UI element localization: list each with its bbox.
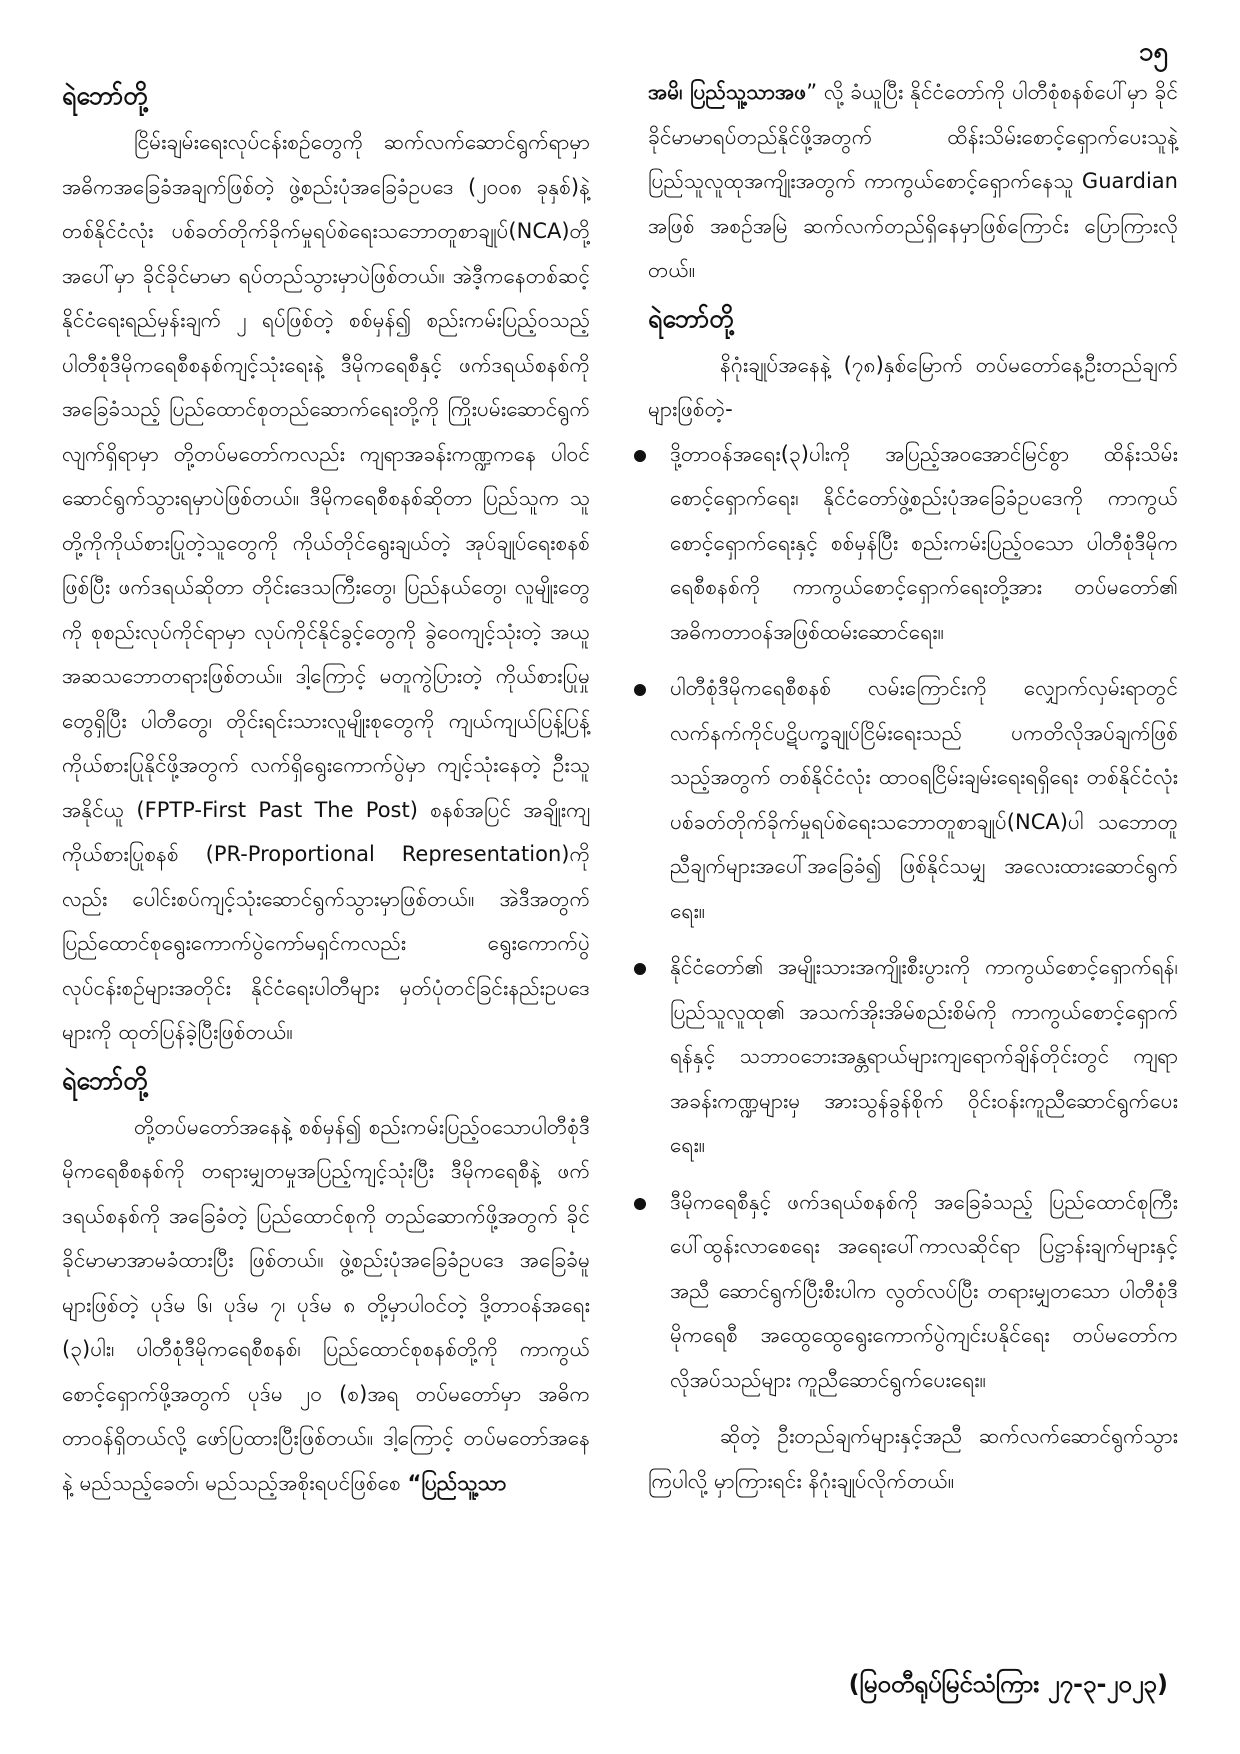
objective-item	[648, 666, 1178, 933]
page-number: ၁၅	[1138, 37, 1168, 67]
section-heading: ရဲဘော်တို့	[62, 81, 148, 110]
bullet-icon	[634, 1198, 646, 1210]
closing-paragraph: ဆိုတဲ့ ဦးတည်ချက်များနှင့်အညီ ဆက်လက်ဆောင်ရွက်သွားကြပါလို့ မှာကြားရင်း နိဂုံးချုပ်လိုက်တယ်။	[648, 1424, 1178, 1493]
section-heading: ရဲဘော်တို့	[648, 303, 734, 333]
left-column	[62, 70, 590, 1505]
right-column	[648, 70, 1178, 1503]
objective-text: နိုင်ငံတော်၏ အမျိုးသားအကျိုးစီးပွားကို ကာကွယ်စောင့်ရှောက်ရန်၊ ပြည်သူလူထု၏ အသက်အိုးအိမ်စည်းစိမ်ကို ကာကွယ်စောင့်ရှောက်ရန်နှင့် သဘာဝဘေးအန္တရာယ်များကျရောက်ချိန်တိုင်းတွင် ကျရာအခန်းကဏ္ဍများမှ အားသွန်ခွန်စိုက် ဝိုင်းဝန်းကူညီဆောင်ရွက်ပေးရေး။	[670, 955, 1178, 1157]
source-attribution: (မြဝတီရုပ်မြင်သံကြား ၂၇-၃-၂၀၂၃)	[848, 1670, 1168, 1698]
objective-text: ဒို့တာဝန်အရေး(၃)ပါးကို အပြည့်အဝအောင်မြင်စွာ ထိန်းသိမ်းစောင့်ရှောက်ရေး၊ နိုင်ငံတော်ဖွဲ့စည်းပုံအခြေခံဥပဒေကို ကာကွယ်စောင့်ရှောက်ရေးနှင့် စစ်မှန်ပြီး စည်းကမ်းပြည့်ဝသော ပါတီစုံဒီမိုကရေစီစနစ်ကို ကာကွယ်စောင့်ရှောက်ရေးတို့အား တပ်မတော်၏ အဓိကတာဝန်အဖြစ်ထမ်းဆောင်ရေး။	[670, 441, 1178, 644]
body-paragraph: နိဂုံးချုပ်အနေနဲ့ (၇၈)နှစ်မြောက် တပ်မတော်နေ့ဦးတည်ချက်များဖြစ်တဲ့-	[648, 352, 1178, 421]
body-paragraph: ငြိမ်းချမ်းရေးလုပ်ငန်းစဉ်တွေကို ဆက်လက်ဆောင်ရွက်ရာမှာ အဓိကအခြေခံအချက်ဖြစ်တဲ့ ဖွဲ့စည်းပုံအခြေခံဥပဒေ (၂၀၀၈ ခုနှစ်)နဲ့ တစ်နိုင်ငံလုံး ပစ်ခတ်တိုက်ခိုက်မှုရပ်စဲရေးသဘောတူစာချုပ်(NCA)တို့အပေါ်မှာ ခိုင်ခိုင်မာမာ ရပ်တည်သွားမှာပဲဖြစ်တယ်။ အဲဒီ့ကနေတစ်ဆင့် နိုင်ငံရေးရည်မှန်းချက် ၂ ရပ်ဖြစ်တဲ့ စစ်မှန်၍ စည်းကမ်းပြည့်ဝသည့် ပါတီစုံဒီမိုကရေစီစနစ်ကျင့်သုံးရေးနဲ့ ဒီမိုကရေစီနှင့် ဖက်ဒရယ်စနစ်ကို အခြေခံသည့် ပြည်ထောင်စုတည်ဆောက်ရေးတို့ကို ကြိုးပမ်းဆောင်ရွက်လျက်ရှိရာမှာ တို့တပ်မတော်ကလည်း ကျရာအခန်းကဏ္ဍကနေ ပါဝင်ဆောင်ရွက်သွားရမှာပဲဖြစ်တယ်။ ဒီမိုကရေစီစနစ်ဆိုတာ ပြည်သူက သူတို့ကိုကိုယ်စားပြုတဲ့သူတွေကို ကိုယ်တိုင်ရွေးချယ်တဲ့ အုပ်ချုပ်ရေးစနစ်ဖြစ်ပြီး ဖက်ဒရယ်ဆိုတာ တိုင်းဒေသကြီးတွေ၊ ပြည်နယ်တွေ၊ လူမျိုးတွေကို စုစည်းလုပ်ကိုင်ရာမှာ လုပ်ကိုင်နိုင်ခွင့်တွေကို ခွဲဝေကျင့်သုံးတဲ့ အယူအဆသဘောတရားဖြစ်တယ်။ ဒါ့ကြောင့် မတူကွဲပြားတဲ့ ကိုယ်စားပြုမှုတွေရှိပြီး ပါတီတွေ၊ တိုင်းရင်းသားလူမျိုးစုတွေကို ကျယ်ကျယ်ပြန့်ပြန့် ကိုယ်စားပြုနိုင်ဖို့အတွက် လက်ရှိရွေးကောက်ပွဲမှာ ကျင့်သုံးနေတဲ့ ဦးသူအနိုင်ယူ (FPTP-First Past The Post) စနစ်အပြင် အချိုးကျကိုယ်စားပြုစနစ် (PR-Proportional Representation)ကိုလည်း ပေါင်းစပ်ကျင့်သုံးဆောင်ရွက်သွားမှာဖြစ်တယ်။ အဲဒီအတွက် ပြည်ထောင်စုရွေးကောက်ပွဲကော်မရှင်ကလည်း ရွေးကောက်ပွဲလုပ်ငန်းစဉ်များအတိုင်း နိုင်ငံရေးပါတီများ မှတ်ပုံတင်ခြင်းနည်းဥပဒေများကို ထုတ်ပြန်ခဲ့ပြီးဖြစ်တယ်။	[62, 130, 590, 1044]
bold-phrase: အမိ၊ ပြည်သူ့သာအဖ	[648, 80, 807, 104]
bullet-icon	[634, 450, 646, 462]
objective-text: ပါတီစုံဒီမိုကရေစီစနစ် လမ်းကြောင်းကို လျှောက်လှမ်းရာတွင် လက်နက်ကိုင်ပဋိပက္ခချုပ်ငြိမ်းရေးသည် ပကတိလိုအပ်ချက်ဖြစ်သည့်အတွက် တစ်နိုင်ငံလုံး ထာဝရငြိမ်းချမ်းရေးရရှိရေး တစ်နိုင်ငံလုံးပစ်ခတ်တိုက်ခိုက်မှုရပ်စဲရေးသဘောတူစာချုပ်(NCA)ပါ သဘောတူညီချက်များအပေါ်အခြေခံ၍ ဖြစ်နိုင်သမျှ အလေးထားဆောင်ရွက်ရေး။	[670, 676, 1178, 923]
body-paragraph	[648, 70, 1178, 293]
objective-text: ဒီမိုကရေစီနှင့် ဖက်ဒရယ်စနစ်ကို အခြေခံသည့် ပြည်ထောင်စုကြီး ပေါ်ထွန်းလာစေရေး အရေးပေါ်ကာလဆိုင်ရာ ပြဋ္ဌာန်းချက်များနှင့်အညီ ဆောင်ရွက်ပြီးစီးပါက လွတ်လပ်ပြီး တရားမျှတသော ပါတီစုံဒီမိုကရေစီ အထွေထွေရွေးကောက်ပွဲကျင်းပနိုင်ရေး တပ်မတော်က လိုအပ်သည်များ ကူညီဆောင်ရွက်ပေးရေး။	[670, 1189, 1178, 1392]
bullet-icon	[634, 684, 646, 696]
section-heading: ရဲဘော်တို့	[62, 1065, 148, 1095]
bold-phrase: “ပြည်သူ့သာ	[407, 1470, 507, 1495]
objective-item	[648, 945, 1178, 1168]
paragraph-text: ” လို့ ခံယူပြီး နိုင်ငံတော်ကို ပါတီစုံစနစ်ပေါ်မှာ ခိုင်ခိုင်မာမာရပ်တည်နိုင်ဖို့အတွက် ထိန်းသိမ်းစောင့်ရှောက်ပေးသူနဲ့ ပြည်သူလူထုအကျိုးအတွက် ကာကွယ်စောင့်ရှောက်နေသူ Guardian အဖြစ် အစဉ်အမြဲ ဆက်လက်တည်ရှိနေမှာဖြစ်ကြောင်း ပြောကြားလိုတယ်။	[648, 80, 1178, 282]
body-paragraph	[62, 1105, 590, 1506]
bullet-icon	[634, 963, 646, 975]
paragraph-text: တို့တပ်မတော်အနေနဲ့ စစ်မှန်၍ စည်းကမ်းပြည့်ဝသောပါတီစုံဒီမိုကရေစီစနစ်ကို တရားမျှတမှုအပြည့်ကျင့်သုံးပြီး ဒီမိုကရေစီနဲ့ ဖက်ဒရယ်စနစ်ကို အခြေခံတဲ့ ပြည်ထောင်စုကို တည်ဆောက်ဖို့အတွက် ခိုင်ခိုင်မာမာအာမခံထားပြီး ဖြစ်တယ်။ ဖွဲ့စည်းပုံအခြေခံဥပဒေ အခြေခံမူများဖြစ်တဲ့ ပုဒ်မ ၆၊ ပုဒ်မ ၇၊ ပုဒ်မ ၈ တို့မှာပါဝင်တဲ့ ဒို့တာဝန်အရေး (၃)ပါး၊ ပါတီစုံဒီမိုကရေစီစနစ်၊ ပြည်ထောင်စုစနစ်တို့ကို ကာကွယ်စောင့်ရှောက်ဖို့အတွက် ပုဒ်မ ၂၀ (စ)အရ တပ်မတော်မှာ အဓိကတာဝန်ရှိတယ်လို့ ဖော်ပြထားပြီးဖြစ်တယ်။ ဒါ့ကြောင့် တပ်မတော်အနေနဲ့ မည်သည့်ခေတ်၊ မည်သည့်အစိုးရပင်ဖြစ်စေ	[62, 1114, 590, 1495]
objective-item	[648, 432, 1178, 655]
objective-item	[648, 1180, 1178, 1403]
objectives-list	[648, 432, 1178, 1403]
